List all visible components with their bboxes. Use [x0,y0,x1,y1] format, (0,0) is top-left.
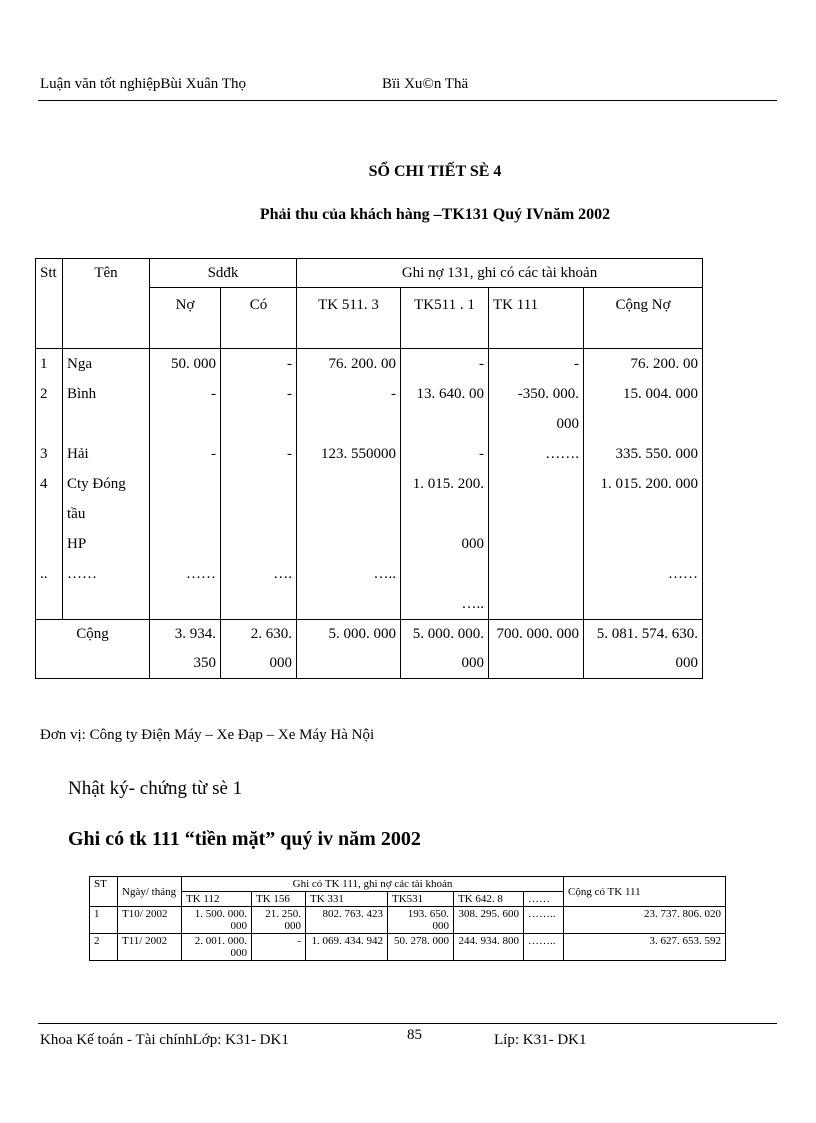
jheader-tk6428: TK 642. 8 [454,892,524,907]
cell-ten: Cty Đóng tầu [63,469,150,529]
cell-co: …. [221,559,297,589]
jcell-more: …….. [524,907,564,934]
header-rule [38,100,777,101]
jheader-ghi-co: Ghi có TK 111, ghi nợ các tài khoản [182,877,564,892]
jcell-tk156 [252,934,306,961]
jheader-more: …… [524,892,564,907]
cell-ten [63,589,150,620]
cell-ten: Nga [63,349,150,380]
cell-no: - [150,379,221,439]
table-row [36,439,703,469]
cell-no [150,469,221,529]
total-row [36,620,703,679]
cell-cong-no: 76. 200. 00 [584,349,703,380]
cell-stt: 1 [36,349,63,380]
footer-right: Líp: K31- DK1 [494,1032,587,1048]
header-co: Có [221,288,297,349]
cell-stt [36,589,63,620]
cell-tk111 [489,529,584,559]
jcell-tk112 [182,934,252,961]
header-ghi-no: Ghi nợ 131, ghi có các tài khoản [297,259,703,288]
cell-stt: 2 [36,379,63,439]
jcell-tk531: 193. 650. 000 [388,907,454,934]
header-left: Luận văn tốt nghiệpBùi Xuân Thọ [40,76,246,92]
total-no [150,620,221,679]
cell-tk5111: - [401,349,489,380]
cell-cong-no: 1. 015. 200. 000 [584,469,703,529]
ledger-title: SỔ CHI TIẾT SÈ 4 [368,163,502,180]
cell-tk111 [489,589,584,620]
header-tk5113: TK 511. 3 [297,288,401,349]
header-cong-no: Cộng Nợ [584,288,703,349]
jcell-tk112-line2: 000 [230,947,247,959]
cell-co [221,589,297,620]
table-row [36,559,703,589]
total-tk111: 700. 000. 000 [489,620,584,679]
table-row [36,379,703,439]
total-no-line1: 3. 934. [174,626,216,642]
total-tk5111 [401,620,489,679]
cell-cong-no [584,589,703,620]
total-cong-no [584,620,703,679]
cell-stt: 3 [36,439,63,469]
jcell-tk331: 802. 763. 423 [306,907,388,934]
jcell-st: 1 [90,907,118,934]
jheader-tk156: TK 156 [252,892,306,907]
cell-tk5113: 123. 550000 [297,439,401,469]
cell-no: …… [150,559,221,589]
cell-tk5113 [297,469,401,529]
cell-tk5111 [401,559,489,589]
jcell-tk156-line2: 000 [284,920,301,932]
table-row [90,934,726,961]
jheader-tk112: TK 112 [182,892,252,907]
unit-line: Đơn vị: Công ty Điện Máy – Xe Đạp – Xe Máy Hà Nội [40,727,375,743]
footer-rule [38,1023,777,1024]
cell-tk5111: 1. 015. 200. [401,469,489,529]
header-tk5111: TK511 . 1 [401,288,489,349]
cell-stt: 4 [36,469,63,529]
journal-table [89,876,726,961]
cell-tk5113: - [297,379,401,439]
total-no-line2: 350 [193,655,216,671]
jcell-tk6428: 244. 934. 800 [454,934,524,961]
jcell-tk156-line1: 21. 250. [265,908,301,920]
jcell-more: …….. [524,934,564,961]
cell-tk5111: - [401,439,489,469]
cell-tk5113 [297,529,401,559]
jcell-tk112-line1: 1. 500. 000. [194,908,247,920]
jcell-tk6428: 308. 295. 600 [454,907,524,934]
jheader-st: ST [90,877,118,907]
ledger-subtitle: Phải thu của khách hàng –TK131 Quý IVnăm 2002 [259,206,611,223]
jcell-tk156-line1: - [297,935,301,947]
table-row [90,907,726,934]
cell-tk111 [489,469,584,529]
jcell-cong-co: 3. 627. 653. 592 [564,934,726,961]
table-row [36,529,703,559]
cell-ten: Bình [63,379,150,439]
cell-tk5113: ….. [297,559,401,589]
cell-tk5113 [297,589,401,620]
journal-subtitle: Ghi có tk 111 “tiền mặt” quý iv năm 2002 [68,828,421,850]
header-middle: Bïi Xu©n Thä [382,76,469,92]
jcell-tk531: 50. 278. 000 [388,934,454,961]
jcell-tk112-line2: 000 [230,920,247,932]
total-cong-no-line1: 5. 081. 574. 630. [596,626,699,642]
cell-tk5111: ….. [401,589,489,620]
table-row [36,589,703,620]
cell-no [150,589,221,620]
cell-co [221,469,297,529]
total-tk5111-line2: 000 [461,655,484,671]
jcell-ngay: T11/ 2002 [118,934,182,961]
cell-cong-no: 15. 004. 000 [584,379,703,439]
cell-co: - [221,349,297,380]
cell-tk111 [489,559,584,589]
total-cong-no-line2: 000 [675,655,699,671]
page-number: 85 [407,1027,422,1043]
cell-tk5113: 76. 200. 00 [297,349,401,380]
table-row [36,469,703,529]
jcell-tk112 [182,907,252,934]
cell-no: 50. 000 [150,349,221,380]
cell-no: - [150,439,221,469]
total-tk5111-line1: 5. 000. 000. [412,626,484,642]
footer-left: Khoa Kế toán - Tài chínhLớp: K31- DK1 [40,1032,289,1048]
cell-cong-no: …… [584,559,703,589]
header-ten: Tên [63,259,150,349]
header-no: Nợ [150,288,221,349]
cell-tk5111: 13. 640. 00 [401,379,489,439]
jcell-ngay: T10/ 2002 [118,907,182,934]
jheader-ngay: Ngày/ tháng [118,877,182,907]
header-stt: Stt [36,259,63,349]
jheader-cong-co: Cộng có TK 111 [564,877,726,907]
cell-stt: .. [36,559,63,589]
total-co: 2. 630. 000 [221,620,297,679]
jcell-tk331: 1. 069. 434. 942 [306,934,388,961]
ledger-table [35,258,703,679]
cell-no [150,529,221,559]
jcell-st: 2 [90,934,118,961]
jcell-cong-co: 23. 737. 806. 020 [564,907,726,934]
cell-ten: HP [63,529,150,559]
cell-tk111: -350. 000. 000 [489,379,584,439]
cell-tk111: ……. [489,439,584,469]
cell-co: - [221,439,297,469]
jcell-tk156 [252,907,306,934]
total-label: Cộng [36,620,150,679]
cell-co [221,529,297,559]
jcell-tk112-line1: 2. 001. 000. [194,935,247,947]
header-sddk: Sdđk [150,259,297,288]
cell-tk5111: 000 [401,529,489,559]
total-tk5113: 5. 000. 000 [297,620,401,679]
journal-title: Nhật ký- chứng từ sè 1 [68,778,243,799]
jheader-tk331: TK 331 [306,892,388,907]
jheader-tk531: TK531 [388,892,454,907]
cell-tk111: - [489,349,584,380]
cell-co: - [221,379,297,439]
cell-stt [36,529,63,559]
cell-ten: Hải [63,439,150,469]
header-tk111: TK 111 [489,288,584,349]
table-row [36,349,703,380]
cell-ten: …… [63,559,150,589]
cell-cong-no [584,529,703,559]
cell-cong-no: 335. 550. 000 [584,439,703,469]
